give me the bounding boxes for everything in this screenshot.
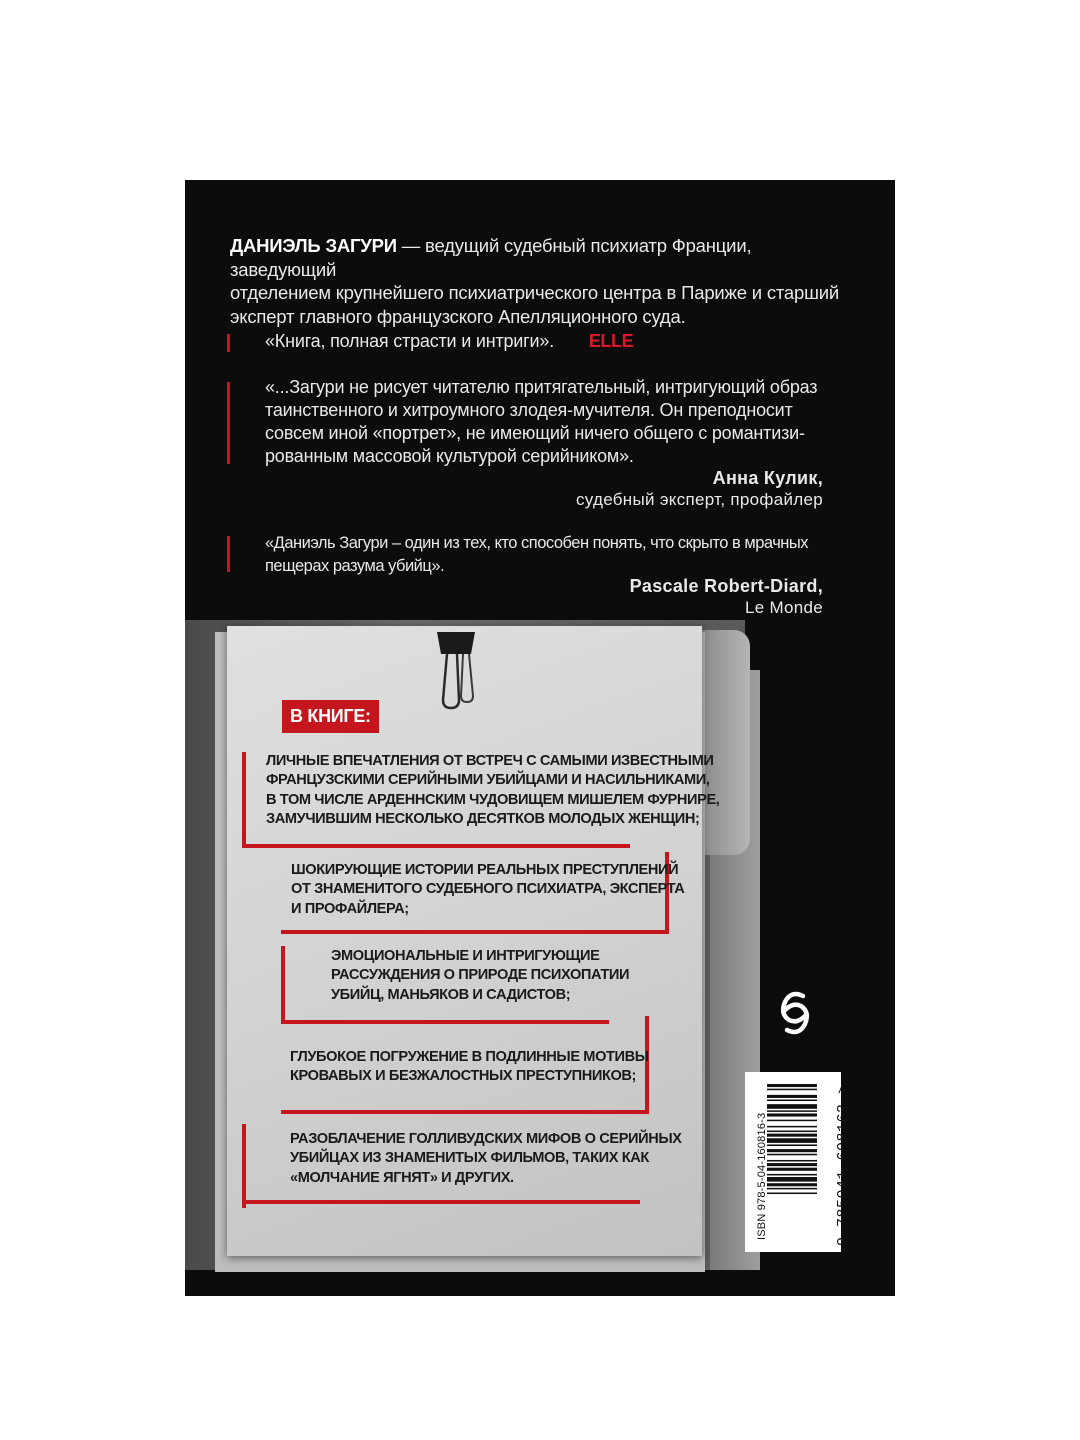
author-bio-line2: отделением крупнейшего психиатрического центра в Париже и старший [230,282,840,303]
barcode-bar [767,1138,817,1143]
book-feature-5 [290,1130,682,1188]
quote-role: Le Monde [744,598,823,617]
isbn-barcode [745,1072,852,1252]
barcode-bar [767,1174,817,1176]
barcode-bar [767,1163,817,1166]
publisher-logo-icon [777,988,813,1038]
binder-clip-icon [433,630,479,710]
red-frame-line [281,1020,609,1024]
feature-line: В ТОМ ЧИСЛЕ АРДЕННСКИМ ЧУДОВИЩЕМ МИШЕЛЕМ ФУРНИРЕ, [266,791,720,808]
feature-line: РАЗОБЛАЧЕНИЕ ГОЛЛИВУДСКИХ МИФОВ О СЕРИЙНЫХ [290,1131,682,1147]
feature-line: ЛИЧНЫЕ ВПЕЧАТЛЕНИЯ ОТ ВСТРЕЧ С САМЫМИ ИЗВЕСТНЫМИ [266,753,714,769]
barcode-bar [767,1126,817,1128]
isbn-arrow: > [835,1084,852,1094]
quote-robert-diard [265,532,850,578]
book-feature-1 [266,752,719,830]
quote-line: пещерах разума убийц». [265,557,445,575]
quote-elle [265,330,850,353]
quote-marker [227,536,230,572]
barcode-bar [767,1154,817,1156]
isbn-digits-text: 9 785041 608163 [835,1103,852,1246]
barcode-bar [767,1120,817,1122]
barcode-bar [767,1131,817,1133]
barcode-bar [767,1144,817,1146]
red-frame-line [242,844,630,848]
quote-source: Анна Кулик, [712,468,823,488]
barcode-bar [767,1134,817,1137]
feature-line: ОТ ЗНАМЕНИТОГО СУДЕБНОГО ПСИХИАТРА, ЭКСПЕРТА [291,881,685,898]
quote-line: рованным массовой культурой серийником». [265,446,634,466]
quote-line: «...Загури не рисует читателю притягательный, интригующий образ [265,377,818,397]
red-frame-line [242,1200,640,1204]
barcode-bar [767,1188,817,1190]
feature-line: ШОКИРУЮЩИЕ ИСТОРИИ РЕАЛЬНЫХ ПРЕСТУПЛЕНИЙ [291,862,679,878]
quote-marker [227,334,230,352]
red-frame-line [242,1124,246,1208]
quote-kulik [265,376,850,468]
barcode-bar [767,1183,817,1186]
book-feature-4 [290,1048,649,1087]
feature-line: РАССУЖДЕНИЯ О ПРИРОДЕ ПСИХОПАТИИ [331,967,630,984]
quote-line: «Даниэль Загури – один из тех, кто способен понять, что скрыто в мрачных [265,534,809,552]
author-bio-line1: — ведущий судебный психиатр Франции, заведующий [230,235,752,280]
author-name: ДАНИЭЛЬ ЗАГУРИ [230,235,397,256]
red-frame-line [242,752,246,848]
feature-line: УБИЙЦАХ ИЗ ЗНАМЕНИТЫХ ФИЛЬМОВ, ТАКИХ КАК [290,1150,649,1167]
feature-line: ФРАНЦУЗСКИМИ СЕРИЙНЫМИ УБИЙЦАМИ И НАСИЛЬНИКАМИ, [266,772,710,789]
feature-line: КРОВАВЫХ И БЕЗЖАЛОСТНЫХ ПРЕСТУПНИКОВ; [290,1068,637,1085]
author-bio-line3: эксперт главного французского Апелляционного суда. [230,305,686,327]
barcode-bar [767,1100,817,1102]
quote-marker [227,382,230,464]
barcode-bar [767,1095,817,1098]
barcode-bar [767,1113,817,1116]
barcode-bar [767,1168,817,1171]
red-frame-line [281,930,669,934]
quote-source: ELLE [588,331,634,351]
barcode-bar [767,1084,817,1087]
feature-line: «МОЛЧАНИЕ ЯГНЯТ» И ДРУГИХ. [290,1169,514,1186]
barcode-bar [767,1160,817,1162]
quote-role: судебный эксперт, профайлер [575,490,823,509]
quote-text: «Книга, полная страсти и интриги». [265,331,554,351]
author-bio [230,234,840,328]
isbn-label: ISBN 978-5-04-160816-3 [756,1112,768,1240]
barcode-bar [767,1177,817,1182]
book-feature-2 [291,861,684,919]
barcode-bar [767,1089,817,1091]
barcode-bar [767,1193,817,1195]
feature-line: ГЛУБОКОЕ ПОГРУЖЕНИЕ В ПОДЛИННЫЕ МОТИВЫ [290,1049,649,1065]
barcode-bar [767,1104,817,1109]
book-back-cover [185,180,895,1296]
in-book-label: В КНИГЕ: [282,700,379,733]
barcode-bar [767,1149,817,1152]
feature-line: ЗАМУЧИВШИМ НЕСКОЛЬКО ДЕСЯТКОВ МОЛОДЫХ ЖЕНЩИН; [266,811,700,828]
quote-source: Pascale Robert-Diard, [629,576,823,596]
isbn-digits [835,1084,852,1246]
red-frame-line [281,1110,649,1114]
quote-line: совсем иной «портрет», не имеющий ничего общего с романтизи- [265,423,805,443]
quote-line: таинственного и хитроумного злодея-мучителя. Он преподносит [265,400,793,420]
red-frame-line [281,946,285,1024]
feature-line: И ПРОФАЙЛЕРА; [291,900,409,917]
feature-line: УБИЙЦ, МАНЬЯКОВ И САДИСТОВ; [331,986,571,1003]
barcode-bar [767,1110,817,1112]
feature-line: ЭМОЦИОНАЛЬНЫЕ И ИНТРИГУЮЩИЕ [331,948,600,964]
book-feature-3 [331,947,629,1005]
